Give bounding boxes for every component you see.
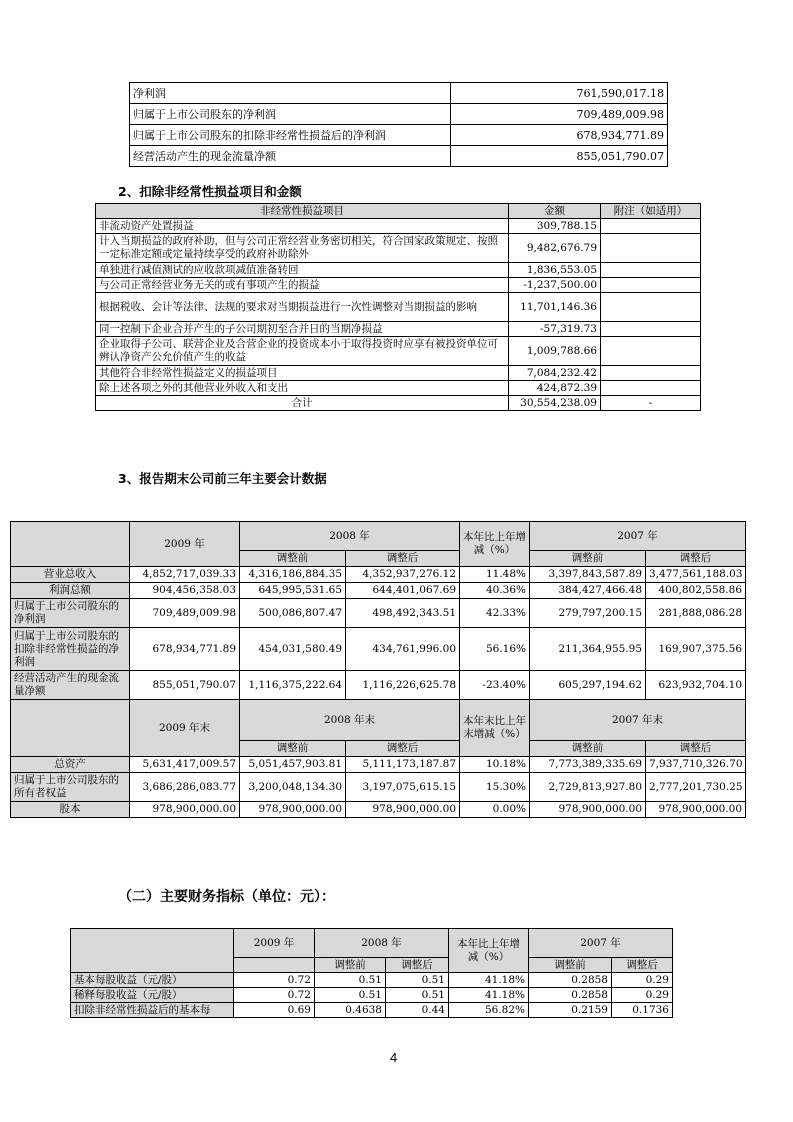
- row-label: 经营活动产生的现金流量净额: [11, 671, 130, 700]
- table-row: [96, 278, 701, 293]
- row-label: 总资产: [11, 757, 130, 773]
- row-label: 净利润: [130, 83, 451, 104]
- row-label: 利润总额: [11, 583, 130, 599]
- row-label: 归属于上市公司股东的扣除非经常性损益后的净利润: [130, 125, 451, 146]
- cell: 5,111,173,187.87: [346, 757, 460, 773]
- row-label: 股本: [11, 802, 130, 818]
- header-2008-after: 调整后: [346, 551, 460, 567]
- cell: 2,777,201,730.25: [646, 773, 746, 802]
- item-amount: 1,009,788.66: [509, 337, 601, 366]
- cell: 0.44: [386, 1003, 449, 1018]
- cell: 1,116,226,625.78: [346, 671, 460, 700]
- cell: 0.29: [612, 988, 673, 1003]
- row-value: 761,590,017.18: [451, 83, 668, 104]
- cell: 5,631,417,009.57: [130, 757, 240, 773]
- total-row: [96, 396, 701, 411]
- item-note: [601, 278, 701, 293]
- header-2008-after: 调整后: [346, 741, 460, 757]
- item-label: 其他符合非经常性损益定义的损益项目: [96, 366, 509, 381]
- table-row: [130, 104, 668, 125]
- table-row: [96, 293, 701, 322]
- header-2008-after: 调整后: [386, 958, 449, 973]
- cell: 42.33%: [460, 599, 530, 628]
- cell: 384,427,466.48: [530, 583, 646, 599]
- cell: 978,900,000.00: [646, 802, 746, 818]
- page-number: 4: [390, 1050, 398, 1065]
- table-row: [11, 671, 746, 700]
- cell: 281,888,086.28: [646, 599, 746, 628]
- item-note: [601, 234, 701, 263]
- cell: 0.51: [386, 973, 449, 988]
- header-2008-before: 调整前: [315, 958, 386, 973]
- header-2007-after: 调整后: [646, 741, 746, 757]
- total-amount: 30,554,238.09: [509, 396, 601, 411]
- cell: 498,492,343.51: [346, 599, 460, 628]
- item-amount: 1,836,553.05: [509, 263, 601, 278]
- header-2008-before: 调整前: [240, 741, 346, 757]
- cell: 904,456,358.03: [130, 583, 240, 599]
- row-value: 709,489,009.98: [451, 104, 668, 125]
- cell: 169,907,375.56: [646, 628, 746, 671]
- item-amount: -1,237,500.00: [509, 278, 601, 293]
- header-2008: 2008 年: [240, 522, 460, 551]
- cell: 4,352,937,276.12: [346, 567, 460, 583]
- cell: 645,995,531.65: [240, 583, 346, 599]
- non-recurring-table: [95, 203, 701, 411]
- header-2007-after: 调整后: [646, 551, 746, 567]
- item-label: 根据税收、会计等法律、法规的要求对当期损益进行一次性调整对当期损益的影响: [96, 293, 509, 322]
- row-label: 归属于上市公司股东的净利润: [130, 104, 451, 125]
- table-row: [71, 988, 673, 1003]
- row-label: 归属于上市公司股东的所有者权益: [11, 773, 130, 802]
- section-3-title: 3、报告期末公司前三年主要会计数据: [118, 471, 327, 486]
- header-2009: 2009 年: [234, 929, 315, 958]
- cell: 5,051,457,903.81: [240, 757, 346, 773]
- cell: 3,197,075,615.15: [346, 773, 460, 802]
- cell: 7,773,389,335.69: [530, 757, 646, 773]
- header-change-end: 本年末比上年末增减（%）: [460, 700, 530, 757]
- item-amount: 11,701,146.36: [509, 293, 601, 322]
- header-blank: [11, 700, 130, 757]
- cell: 978,900,000.00: [346, 802, 460, 818]
- row-value: 855,051,790.07: [451, 146, 668, 167]
- header-2008-end: 2008 年末: [240, 700, 460, 741]
- table-row: [11, 802, 746, 818]
- table-row: [96, 337, 701, 366]
- cell: 4,852,717,039.33: [130, 567, 240, 583]
- cell: 3,686,286,083.77: [130, 773, 240, 802]
- item-label: 同一控制下企业合并产生的子公司期初至合并日的当期净损益: [96, 322, 509, 337]
- table-row: [11, 757, 746, 773]
- table-row: [11, 773, 746, 802]
- total-label: 合计: [96, 396, 509, 411]
- item-label: 除上述各项之外的其他营业外收入和支出: [96, 381, 509, 396]
- item-amount: 309,788.15: [509, 219, 601, 234]
- row-label: 稀释每股收益（元/股）: [71, 988, 234, 1003]
- header-blank: [71, 929, 234, 973]
- row-label: 营业总收入: [11, 567, 130, 583]
- cell: 0.1736: [612, 1003, 673, 1018]
- item-amount: 424,872.39: [509, 381, 601, 396]
- cell: 7,937,710,326.70: [646, 757, 746, 773]
- table-row: [11, 567, 746, 583]
- table-row: [96, 381, 701, 396]
- item-note: [601, 381, 701, 396]
- cell: 0.2858: [529, 973, 612, 988]
- item-label: 非流动资产处置损益: [96, 219, 509, 234]
- cell: 623,932,704.10: [646, 671, 746, 700]
- cell: 41.18%: [449, 988, 529, 1003]
- header-2009: 2009 年: [130, 522, 240, 567]
- table-row: [130, 83, 668, 104]
- row-label: 扣除非经常性损益后的基本每: [71, 1003, 234, 1018]
- cell: 3,477,561,188.03: [646, 567, 746, 583]
- table-row: [96, 322, 701, 337]
- header-2007: 2007 年: [529, 929, 673, 958]
- row-label: 归属于上市公司股东的净利润: [11, 599, 130, 628]
- table-header-row: [96, 204, 701, 219]
- table-row: [96, 219, 701, 234]
- cell: 855,051,790.07: [130, 671, 240, 700]
- total-note: -: [601, 396, 701, 411]
- item-label: 计入当期损益的政府补助，但与公司正常经营业务密切相关，符合国家政策规定、按照一定标准定额或定量持续享受的政府补助除外: [96, 234, 509, 263]
- cell: 978,900,000.00: [240, 802, 346, 818]
- cell: 56.82%: [449, 1003, 529, 1018]
- header-change: 本年比上年增减（%）: [460, 522, 530, 567]
- cell: 0.72: [234, 973, 315, 988]
- cell: 978,900,000.00: [130, 802, 240, 818]
- cell: 11.48%: [460, 567, 530, 583]
- table-row: [71, 1003, 673, 1018]
- cell: 0.72: [234, 988, 315, 1003]
- cell: 4,316,186,884.35: [240, 567, 346, 583]
- section-4-title: （二）主要财务指标（单位：元）：: [118, 889, 335, 905]
- table-row: [11, 583, 746, 599]
- header-2007-before: 调整前: [530, 551, 646, 567]
- cell: 1,116,375,222.64: [240, 671, 346, 700]
- table-row: [11, 599, 746, 628]
- header-item: 非经常性损益项目: [96, 204, 509, 219]
- cell: 0.00%: [460, 802, 530, 818]
- cell: 3,200,048,134.30: [240, 773, 346, 802]
- cell: 279,797,200.15: [530, 599, 646, 628]
- header-note: 附注（如适用）: [601, 204, 701, 219]
- cell: 0.69: [234, 1003, 315, 1018]
- row-value: 678,934,771.89: [451, 125, 668, 146]
- item-note: [601, 366, 701, 381]
- cell: 500,086,807.47: [240, 599, 346, 628]
- item-note: [601, 293, 701, 322]
- header-blank: [234, 958, 315, 973]
- table-row: [71, 973, 673, 988]
- cell: -23.40%: [460, 671, 530, 700]
- table-row: [11, 628, 746, 671]
- item-amount: -57,319.73: [509, 322, 601, 337]
- three-year-table: [10, 521, 746, 818]
- cell: 644,401,067.69: [346, 583, 460, 599]
- cell: 0.2159: [529, 1003, 612, 1018]
- item-note: [601, 337, 701, 366]
- section-2-title: 2、扣除非经常性损益项目和金额: [118, 184, 302, 199]
- header-change: 本年比上年增减（%）: [449, 929, 529, 973]
- header-2008: 2008 年: [315, 929, 449, 958]
- header-2007-before: 调整前: [530, 741, 646, 757]
- cell: 0.51: [315, 973, 386, 988]
- row-label: 基本每股收益（元/股）: [71, 973, 234, 988]
- header-2007: 2007 年: [530, 522, 746, 551]
- cell: 605,297,194.62: [530, 671, 646, 700]
- header-2007-before: 调整前: [529, 958, 612, 973]
- cell: 15.30%: [460, 773, 530, 802]
- item-label: 与公司正常经营业务无关的或有事项产生的损益: [96, 278, 509, 293]
- cell: 0.4638: [315, 1003, 386, 1018]
- cell: 434,761,996.00: [346, 628, 460, 671]
- header-blank: [11, 522, 130, 567]
- header-amount: 金额: [509, 204, 601, 219]
- cell: 0.51: [386, 988, 449, 1003]
- table-row: [130, 146, 668, 167]
- item-label: 单独进行减值测试的应收款项减值准备转回: [96, 263, 509, 278]
- cell: 3,397,843,587.89: [530, 567, 646, 583]
- cell: 41.18%: [449, 973, 529, 988]
- table-row: [130, 125, 668, 146]
- cell: 0.29: [612, 973, 673, 988]
- row-label: 归属于上市公司股东的扣除非经常性损益的净利润: [11, 628, 130, 671]
- item-label: 企业取得子公司、联营企业及合营企业的投资成本小于取得投资时应享有被投资单位可辨认净资产公允价值产生的收益: [96, 337, 509, 366]
- cell: 678,934,771.89: [130, 628, 240, 671]
- header-2008-before: 调整前: [240, 551, 346, 567]
- cell: 40.36%: [460, 583, 530, 599]
- cell: 2,729,813,927.80: [530, 773, 646, 802]
- cell: 978,900,000.00: [530, 802, 646, 818]
- cell: 10.18%: [460, 757, 530, 773]
- header-2009-end: 2009 年末: [130, 700, 240, 757]
- row-label: 经营活动产生的现金流量净额: [130, 146, 451, 167]
- header-2007-after: 调整后: [612, 958, 673, 973]
- item-note: [601, 322, 701, 337]
- cell: 454,031,580.49: [240, 628, 346, 671]
- item-note: [601, 219, 701, 234]
- cell: 709,489,009.98: [130, 599, 240, 628]
- table-row: [96, 366, 701, 381]
- summary-table: [129, 82, 668, 167]
- financial-indicators-table: [70, 928, 673, 1018]
- header-2007-end: 2007 年末: [530, 700, 746, 741]
- cell: 56.16%: [460, 628, 530, 671]
- cell: 400,802,558.86: [646, 583, 746, 599]
- cell: 0.2858: [529, 988, 612, 1003]
- table-row: [96, 234, 701, 263]
- cell: 211,364,955.95: [530, 628, 646, 671]
- item-amount: 9,482,676.79: [509, 234, 601, 263]
- item-amount: 7,084,232.42: [509, 366, 601, 381]
- item-note: [601, 263, 701, 278]
- cell: 0.51: [315, 988, 386, 1003]
- table-row: [96, 263, 701, 278]
